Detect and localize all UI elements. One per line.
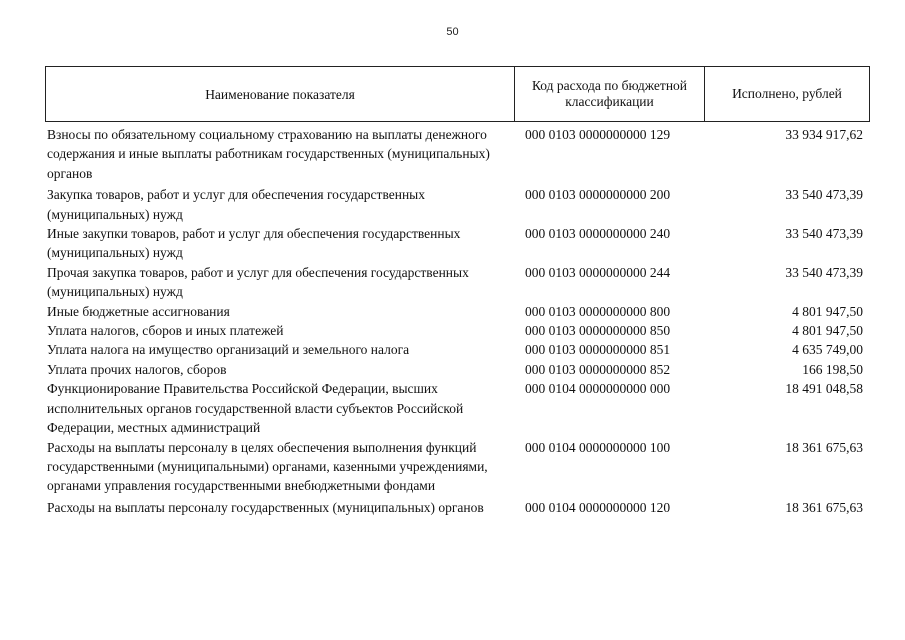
table-row xyxy=(47,302,869,321)
row-name: Расходы на выплаты персоналу государственных (муниципальных) органов xyxy=(47,499,484,515)
header-name: Наименование показателя xyxy=(46,67,515,121)
table-row xyxy=(47,498,869,517)
table-header xyxy=(45,66,870,122)
row-name: Прочая закупка товаров, работ и услуг для обеспечения государственных (муниципальных) нужд xyxy=(47,264,469,300)
table-row xyxy=(47,379,869,437)
row-name: Расходы на выплаты персоналу в целях обеспечения выполнения функций государственными (муниципальными) органами, казенными учреждениями, органами управления государственными внебюджетными фондами xyxy=(47,439,488,494)
row-code: 000 0103 0000000000 240 xyxy=(525,226,671,242)
row-code: 000 0103 0000000000 200 xyxy=(525,187,671,203)
row-code: 000 0103 0000000000 800 xyxy=(525,303,671,319)
table-row xyxy=(47,125,869,183)
row-name: Функционирование Правительства Российской Федерации, высших исполнительных органов государственной власти субъектов Российской Федерации, местных администраций xyxy=(47,381,464,436)
row-amount: 33 540 473,39 xyxy=(785,226,863,242)
row-code: 000 0103 0000000000 129 xyxy=(525,127,671,142)
row-amount: 4 635 749,00 xyxy=(792,342,863,358)
table-body xyxy=(47,125,869,517)
table-row xyxy=(47,321,869,340)
row-amount: 4 801 947,50 xyxy=(792,323,863,339)
table-row xyxy=(47,224,869,263)
row-name: Уплата прочих налогов, сборов xyxy=(47,361,227,377)
row-name: Уплата налогов, сборов и иных платежей xyxy=(47,323,284,339)
row-code: 000 0103 0000000000 852 xyxy=(525,361,671,377)
row-amount: 166 198,50 xyxy=(802,361,863,377)
row-amount: 4 801 947,50 xyxy=(792,303,863,319)
table-row xyxy=(47,340,869,359)
row-code: 000 0104 0000000000 120 xyxy=(525,499,671,515)
row-name: Взносы по обязательному социальному страхованию на выплаты денежного содержания и иные выплаты работникам государственных (муниципальных) органов xyxy=(47,127,490,181)
header-code: Код расхода по бюджетной классификации xyxy=(515,67,705,121)
row-amount: 33 540 473,39 xyxy=(785,264,863,280)
table-row xyxy=(47,185,869,224)
row-amount: 33 934 917,62 xyxy=(785,127,863,142)
row-amount: 18 361 675,63 xyxy=(785,499,863,515)
table-row xyxy=(47,438,869,496)
row-code: 000 0103 0000000000 244 xyxy=(525,264,671,280)
row-amount: 18 491 048,58 xyxy=(785,381,863,397)
row-code: 000 0104 0000000000 100 xyxy=(525,439,671,455)
row-amount: 33 540 473,39 xyxy=(785,187,863,203)
header-executed: Исполнено, рублей xyxy=(732,86,842,101)
row-code: 000 0103 0000000000 850 xyxy=(525,323,671,339)
row-name: Закупка товаров, работ и услуг для обеспечения государственных (муниципальных) нужд xyxy=(47,187,426,222)
row-name: Иные бюджетные ассигнования xyxy=(47,303,230,319)
page-number: 50 xyxy=(446,26,459,38)
row-code: 000 0103 0000000000 851 xyxy=(525,342,671,358)
row-amount: 18 361 675,63 xyxy=(785,439,863,455)
table-row xyxy=(47,360,869,379)
table-row xyxy=(47,263,869,302)
row-name: Иные закупки товаров, работ и услуг для обеспечения государственных (муниципальных) нужд xyxy=(47,226,461,261)
row-code: 000 0104 0000000000 000 xyxy=(525,381,671,397)
row-name: Уплата налога на имущество организаций и земельного налога xyxy=(47,342,410,358)
